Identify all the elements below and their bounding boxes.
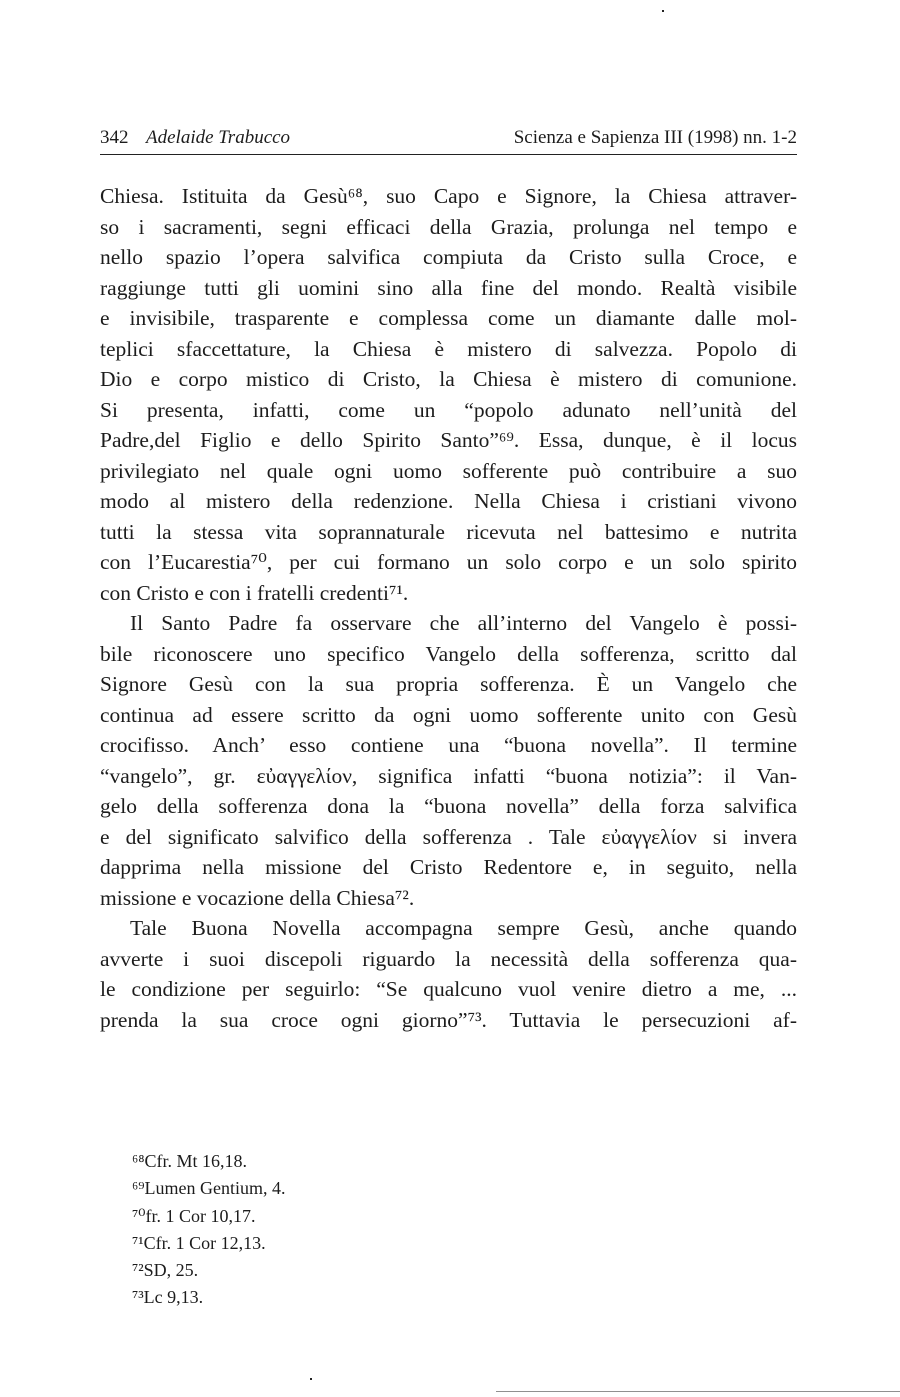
text-line: dapprima nella missione del Cristo Redentore e, in seguito, nella [100,855,797,879]
main-text [100,181,797,1035]
running-journal-title: Scienza e Sapienza III (1998) nn. 1-2 [513,127,797,148]
text-line: Dio e corpo mistico di Cristo, la Chiesa è mistero di comunione. [100,367,797,391]
footnote: ⁷²SD, 25. [132,1260,199,1281]
text-line: Il Santo Padre fa osservare che all’interno del Vangelo è possi- [130,611,797,635]
paragraph-1 [100,181,797,608]
footnote: ⁷³Lc 9,13. [132,1287,204,1308]
text-line: crocifisso. Anch’ esso contiene una “buona novella”. Il termine [100,733,797,757]
text-line: con l’Eucarestia⁷⁰, per cui formano un solo corpo e un solo spirito [100,550,797,574]
text-line: le condizione per seguirlo: “Se qualcuno vuol venire dietro a me, ... [100,977,797,1001]
footnotes [132,1148,286,1312]
running-header [100,126,797,155]
paragraph-2 [100,608,797,913]
scan-speck [662,10,664,12]
footnote: ⁷¹Cfr. 1 Cor 12,13. [132,1232,266,1253]
scan-edge-line [496,1391,900,1392]
text-line: Chiesa. Istituita da Gesù⁶⁸, suo Capo e Signore, la Chiesa attraver- [100,184,797,208]
text-line: e del significato salvifico della sofferenza . Tale εὐαγγελίον si invera [100,824,797,849]
scan-speck [310,1378,312,1380]
paragraph-3 [100,913,797,1035]
text-line: bile riconoscere uno specifico Vangelo della sofferenza, scritto dal [100,641,797,666]
text-line: continua ad essere scritto da ogni uomo sofferente unito con Gesù [100,702,797,727]
text-line: Si presenta, infatti, come un “popolo adunato nell’unità del [100,397,797,422]
text-line: e invisibile, trasparente e complessa come un diamante dalle mol- [100,306,797,330]
text-line: prenda la sua croce ogni giorno”⁷³. Tuttavia le persecuzioni af- [100,1007,797,1032]
text-line: nello spazio l’opera salvifica compiuta da Cristo sulla Croce, e [100,245,797,269]
text-line: gelo della sofferenza dona la “buona novella” della forza salvifica [100,794,797,818]
text-line: missione e vocazione della Chiesa⁷². [100,885,415,910]
text-line: tutti la stessa vita soprannaturale ricevuta nel battesimo e nutrita [100,519,797,544]
text-line: privilegiato nel quale ogni uomo sofferente può contribuire a suo [100,458,797,483]
page-number: 342 [100,127,129,148]
text-line: con Cristo e con i fratelli credenti⁷¹. [100,580,409,605]
text-line: so i sacramenti, segni efficaci della Grazia, prolunga nel tempo e [100,214,797,239]
text-line: Tale Buona Novella accompagna sempre Gesù, anche quando [130,916,797,940]
text-line: avverte i suoi discepoli riguardo la necessità della sofferenza qua- [100,946,797,971]
running-author: Adelaide Trabucco [146,127,291,148]
text-line: Signore Gesù con la sua propria sofferenza. È un Vangelo che [100,672,797,696]
text-line: teplici sfaccettature, la Chiesa è mistero di salvezza. Popolo di [100,336,797,361]
text-line: raggiunge tutti gli uomini sino alla fine del mondo. Realtà visibile [100,275,797,300]
text-line: Padre,del Figlio e dello Spirito Santo”⁶⁹. Essa, dunque, è il locus [100,428,797,452]
footnote: ⁷⁰fr. 1 Cor 10,17. [132,1205,256,1226]
footnote: ⁶⁹Lumen Gentium, 4. [132,1178,286,1199]
text-line: “vangelo”, gr. εὐαγγελίον, significa infatti “buona notizia”: il Van- [100,763,797,788]
footnote: ⁶⁸Cfr. Mt 16,18. [132,1151,248,1171]
text-line: modo al mistero della redenzione. Nella Chiesa i cristiani vivono [100,489,797,513]
